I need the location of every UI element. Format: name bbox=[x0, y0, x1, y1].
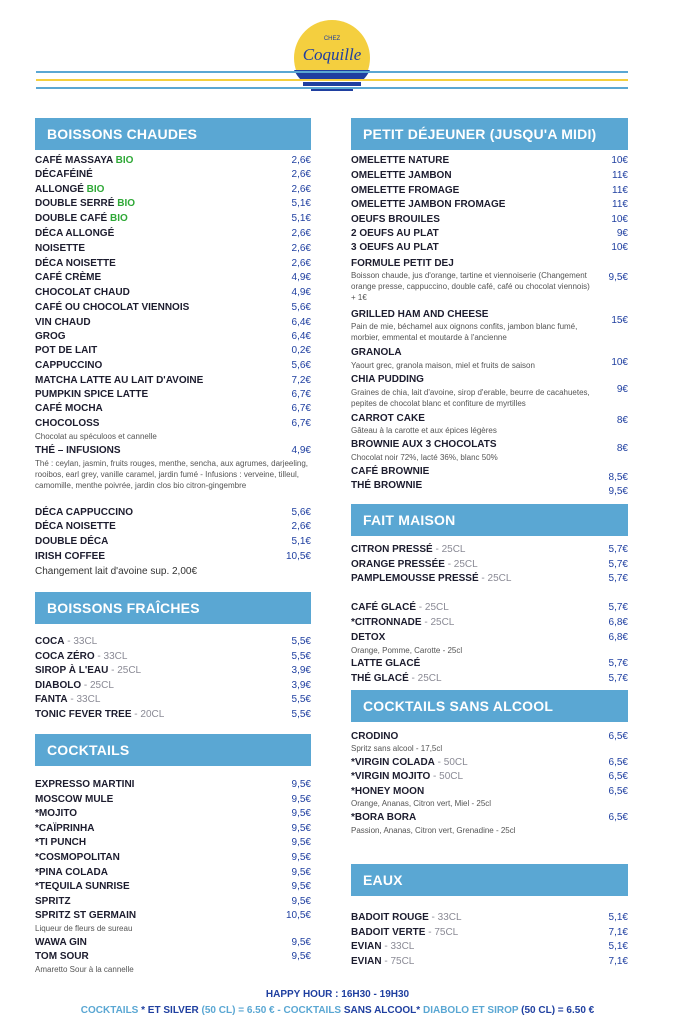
item-name: *TI PUNCH bbox=[35, 837, 87, 848]
item-name: ALLONGÉ bbox=[35, 184, 84, 195]
section-title: COCKTAILS SANS ALCOOL bbox=[351, 690, 628, 722]
item-size: - 25CL bbox=[408, 673, 442, 684]
happy-hour-details: COCKTAILS * ET SILVER (50 CL) = 6.50 € - COCKTAILS SANS ALCOOL* DIABOLO ET SIROP (50 CL) = 6.50 € bbox=[80, 1005, 595, 1016]
item-name: OEUFS BROUILES bbox=[351, 214, 440, 225]
menu-item bbox=[35, 227, 311, 240]
item-name: BADOIT VERTE bbox=[351, 927, 426, 938]
bio-label: BIO bbox=[115, 155, 134, 166]
menu-item bbox=[351, 756, 628, 769]
item-price: 9,5€ bbox=[608, 272, 628, 283]
item-description: Changement lait d'avoine sup. 2,00€ bbox=[35, 566, 198, 577]
item-name: *HONEY MOON bbox=[351, 786, 425, 797]
item-name: *MOJITO bbox=[35, 808, 78, 819]
item-name: COCA ZÉRO bbox=[35, 651, 95, 662]
item-description: Graines de chia, lait d'avoine, sirop d'erable, beurre de cacahuetes, pepites de chocolat blanc et confiture de myrtilles bbox=[351, 388, 590, 408]
item-size: - 25CL bbox=[421, 617, 455, 628]
item-size: - 33CL bbox=[67, 694, 101, 705]
section-title: PETIT DÉJEUNER (JUSQU'A MIDI) bbox=[351, 118, 628, 150]
item-name: LATTE GLACÉ bbox=[351, 658, 421, 669]
item-name: SIROP À L'EAU bbox=[35, 665, 109, 676]
item-name: *CAÏPRINHA bbox=[35, 823, 95, 834]
item-price: 6,5€ bbox=[608, 812, 628, 823]
item-price: 4,9€ bbox=[291, 445, 311, 456]
item-price: 5,7€ bbox=[608, 559, 628, 570]
item-price: 6,8€ bbox=[608, 617, 628, 628]
item-price: 6,7€ bbox=[291, 389, 311, 400]
menu-item bbox=[35, 197, 311, 210]
menu-item bbox=[35, 301, 311, 314]
item-name: *VIRGIN MOJITO bbox=[351, 771, 431, 782]
item-price: 3,9€ bbox=[291, 680, 311, 691]
item-name: SPRITZ bbox=[35, 896, 71, 907]
item-name: OMELETTE FROMAGE bbox=[351, 185, 460, 196]
item-price: 5,5€ bbox=[291, 709, 311, 720]
item-name: THÉ GLACÉ bbox=[351, 673, 409, 684]
item-size: - 33CL bbox=[64, 636, 98, 647]
menu-item bbox=[351, 154, 628, 167]
item-name: SPRITZ ST GERMAIN bbox=[35, 910, 137, 921]
item-description: Chocolat noir 72%, lacté 36%, blanc 50% bbox=[351, 453, 498, 462]
item-name: DÉCAFÉINÉ bbox=[35, 169, 93, 180]
section-title: COCKTAILS bbox=[35, 734, 311, 766]
logo-small-text: CHEZ bbox=[323, 36, 341, 42]
item-price: 2,6€ bbox=[291, 184, 311, 195]
menu-item bbox=[35, 693, 311, 706]
item-name: CAFÉ MASSAYA bbox=[35, 155, 113, 166]
item-name: CAPPUCCINO bbox=[35, 360, 103, 371]
item-name: OMELETTE NATURE bbox=[351, 155, 450, 166]
bio-label: BIO bbox=[86, 184, 105, 195]
item-size: - 33CL bbox=[94, 651, 128, 662]
menu-item bbox=[351, 785, 628, 798]
item-price: 8,5€ bbox=[608, 472, 628, 483]
menu-item bbox=[35, 836, 311, 849]
menu-item bbox=[35, 257, 311, 270]
item-description: Orange, Pomme, Carotte - 25cl bbox=[351, 646, 463, 655]
menu-item bbox=[35, 388, 311, 401]
item-name: *TEQUILA SUNRISE bbox=[35, 881, 130, 892]
item-price: 2,6€ bbox=[291, 155, 311, 166]
menu-item bbox=[35, 359, 311, 372]
menu-item bbox=[35, 344, 311, 357]
item-name: CITRON PRESSÉ bbox=[351, 544, 433, 555]
item-price: 7,1€ bbox=[608, 956, 628, 967]
menu-item bbox=[351, 657, 628, 670]
item-name: CAFÉ MOCHA bbox=[35, 403, 103, 414]
item-price: 2,6€ bbox=[291, 521, 311, 532]
item-price: 9,5€ bbox=[291, 867, 311, 878]
menu-item bbox=[35, 550, 311, 563]
item-name: NOISETTE bbox=[35, 243, 86, 254]
menu-item bbox=[35, 909, 311, 922]
item-name: CARROT CAKE bbox=[351, 413, 425, 424]
menu-item bbox=[35, 895, 311, 908]
item-name: TOM SOUR bbox=[35, 951, 89, 962]
menu-item bbox=[351, 730, 628, 743]
menu-item bbox=[35, 242, 311, 255]
menu-item bbox=[351, 911, 628, 924]
menu-item bbox=[35, 271, 311, 284]
item-name: CHOCOLAT CHAUD bbox=[35, 287, 130, 298]
item-price: 10€ bbox=[611, 214, 628, 225]
item-size: - 25CL bbox=[444, 559, 478, 570]
item-price: 9€ bbox=[616, 384, 628, 395]
item-size: - 25CL bbox=[432, 544, 466, 555]
item-size: - 75CL bbox=[425, 927, 459, 938]
item-size: - 33CL bbox=[428, 912, 462, 923]
item-name: FANTA bbox=[35, 694, 68, 705]
item-name: TONIC FEVER TREE bbox=[35, 709, 132, 720]
item-price: 9€ bbox=[616, 228, 628, 239]
item-size: - 25CL bbox=[108, 665, 142, 676]
item-name: *BORA BORA bbox=[351, 812, 417, 823]
item-name: COCA bbox=[35, 636, 65, 647]
item-price: 2,6€ bbox=[291, 228, 311, 239]
menu-item bbox=[351, 926, 628, 939]
item-price: 9,5€ bbox=[291, 837, 311, 848]
menu-item bbox=[351, 198, 628, 211]
item-price: 5,7€ bbox=[608, 673, 628, 684]
item-size: - 25CL bbox=[416, 602, 449, 613]
item-name: 2 OEUFS AU PLAT bbox=[351, 228, 439, 239]
section-title: BOISSONS FRAÎCHES bbox=[35, 592, 311, 624]
item-price: 8€ bbox=[616, 443, 628, 454]
menu-item bbox=[351, 479, 628, 498]
item-price: 9,5€ bbox=[291, 852, 311, 863]
item-price: 9,5€ bbox=[608, 486, 628, 497]
item-price: 4,9€ bbox=[291, 287, 311, 298]
item-description: Yaourt grec, granola maison, miel et fruits de saison bbox=[351, 361, 535, 370]
item-price: 6,5€ bbox=[608, 786, 628, 797]
item-price: 4,9€ bbox=[291, 272, 311, 283]
item-name: CHIA PUDDING bbox=[351, 374, 424, 385]
item-price: 5,5€ bbox=[291, 694, 311, 705]
item-price: 5,7€ bbox=[608, 573, 628, 584]
item-name: DIABOLO bbox=[35, 680, 82, 691]
item-price: 9,5€ bbox=[291, 881, 311, 892]
menu-item bbox=[35, 866, 311, 879]
happy-hour: HAPPY HOUR : 16H30 - 19H30 bbox=[265, 989, 410, 1000]
menu-item bbox=[35, 778, 311, 791]
item-price: 8€ bbox=[616, 415, 628, 426]
menu-item bbox=[35, 330, 311, 343]
header-line bbox=[36, 79, 628, 81]
item-price: 10€ bbox=[611, 357, 628, 368]
menu-item bbox=[351, 169, 628, 182]
item-size: - 75CL bbox=[381, 956, 415, 967]
item-price: 2,6€ bbox=[291, 169, 311, 180]
section-title: EAUX bbox=[351, 864, 628, 896]
item-name: THÉ BROWNIE bbox=[351, 480, 423, 491]
menu-item bbox=[351, 601, 628, 614]
item-name: PUMPKIN SPICE LATTE bbox=[35, 389, 149, 400]
menu-item bbox=[351, 616, 628, 629]
item-price: 2,6€ bbox=[291, 258, 311, 269]
menu-item bbox=[351, 184, 628, 197]
menu-item bbox=[351, 241, 628, 254]
item-price: 9,5€ bbox=[291, 896, 311, 907]
item-price: 11€ bbox=[612, 170, 628, 181]
item-price: 9,5€ bbox=[291, 779, 311, 790]
item-name: *COSMOPOLITAN bbox=[35, 852, 120, 863]
menu-item bbox=[351, 770, 628, 783]
menu-item bbox=[35, 708, 311, 721]
bio-label: BIO bbox=[110, 213, 128, 224]
menu-item bbox=[35, 168, 311, 181]
menu-item bbox=[35, 880, 311, 893]
item-name: ORANGE PRESSÉE bbox=[351, 559, 445, 570]
item-name: EVIAN bbox=[351, 941, 382, 952]
item-name: VIN CHAUD bbox=[35, 317, 91, 328]
item-name: 3 OEUFS AU PLAT bbox=[351, 242, 439, 253]
item-price: 11€ bbox=[612, 199, 628, 210]
item-name: *PINA COLADA bbox=[35, 867, 108, 878]
menu-item bbox=[351, 543, 628, 556]
item-name: MATCHA LATTE AU LAIT D'AVOINE bbox=[35, 375, 204, 386]
menu-item bbox=[35, 286, 311, 299]
item-name: BADOIT ROUGE bbox=[351, 912, 429, 923]
item-size: - 25CL bbox=[81, 680, 114, 691]
item-description: Boisson chaude, jus d'orange, tartine et viennoiserie (Changement orange presse, cappuccino, double café, café ou chocolat viennois) + 1€ bbox=[351, 271, 590, 302]
item-name: EVIAN bbox=[351, 956, 382, 967]
item-name: CRODINO bbox=[351, 731, 399, 742]
menu-item bbox=[35, 793, 311, 806]
header-line bbox=[36, 71, 628, 73]
menu-item bbox=[351, 572, 628, 585]
item-size: - 50CL bbox=[430, 771, 464, 782]
item-price: 9,5€ bbox=[291, 937, 311, 948]
menu-item bbox=[35, 506, 311, 519]
item-description: Liqueur de fleurs de sureau bbox=[35, 924, 133, 933]
item-price: 2,6€ bbox=[291, 243, 311, 254]
item-price: 5,6€ bbox=[291, 507, 311, 518]
item-price: 0,2€ bbox=[291, 345, 311, 356]
menu-item bbox=[35, 520, 311, 533]
item-description: Chocolat au spéculoos et cannelle bbox=[35, 432, 157, 441]
menu-item bbox=[35, 417, 311, 430]
item-name: *VIRGIN COLADA bbox=[351, 757, 435, 768]
item-name: DÉCA CAPPUCCINO bbox=[35, 507, 133, 518]
item-description: Pain de mie, béchamel aux oignons confits, jambon blanc fumé, morbier, emmental et moutarde à l'ancienne bbox=[351, 322, 578, 342]
item-name: MOSCOW MULE bbox=[35, 794, 114, 805]
item-price: 5,7€ bbox=[608, 544, 628, 555]
item-size: - 33CL bbox=[381, 941, 415, 952]
item-name: GRILLED HAM AND CHEESE bbox=[351, 309, 489, 320]
item-name: PAMPLEMOUSSE PRESSÉ bbox=[351, 573, 479, 584]
item-size: - 20CL bbox=[131, 709, 165, 720]
menu-item bbox=[35, 374, 311, 387]
item-price: 5,7€ bbox=[608, 602, 628, 613]
menu-item bbox=[35, 212, 311, 225]
item-name: *CITRONNADE bbox=[351, 617, 422, 628]
item-price: 5,5€ bbox=[291, 636, 311, 647]
item-name: DOUBLE DÉCA bbox=[35, 536, 109, 547]
item-price: 9,5€ bbox=[291, 808, 311, 819]
menu-item bbox=[351, 213, 628, 226]
item-name: CAFÉ BROWNIE bbox=[351, 466, 430, 477]
item-price: 10€ bbox=[611, 242, 628, 253]
item-price: 10,5€ bbox=[285, 551, 311, 562]
item-price: 9,5€ bbox=[291, 951, 311, 962]
item-name: IRISH COFFEE bbox=[35, 551, 106, 562]
item-name: DETOX bbox=[351, 632, 386, 643]
menu-item bbox=[35, 807, 311, 820]
item-description: Amaretto Sour à la cannelle bbox=[35, 965, 134, 974]
item-price: 5,1€ bbox=[291, 213, 311, 224]
item-name: CAFÉ OU CHOCOLAT VIENNOIS bbox=[35, 302, 190, 313]
menu-item bbox=[35, 316, 311, 329]
menu-item bbox=[35, 679, 311, 692]
item-price: 6,5€ bbox=[608, 771, 628, 782]
menu-item bbox=[35, 650, 311, 663]
item-price: 10,5€ bbox=[285, 910, 311, 921]
item-name: BROWNIE AUX 3 CHOCOLATS bbox=[351, 439, 497, 450]
item-price: 9,5€ bbox=[291, 823, 311, 834]
section-title: BOISSONS CHAUDES bbox=[35, 118, 311, 150]
item-price: 6,5€ bbox=[608, 731, 628, 742]
item-size: - 50CL bbox=[434, 757, 468, 768]
menu-item bbox=[35, 635, 311, 648]
item-price: 3,9€ bbox=[291, 665, 311, 676]
item-name: POT DE LAIT bbox=[35, 345, 98, 356]
bio-label: BIO bbox=[117, 198, 136, 209]
menu-item bbox=[35, 535, 311, 548]
menu-item bbox=[35, 183, 311, 196]
item-name: GROG bbox=[35, 331, 66, 342]
menu-item bbox=[351, 940, 628, 953]
header-line bbox=[36, 87, 628, 89]
coquille-logo bbox=[279, 18, 385, 96]
item-description: Spritz sans alcool - 17,5cl bbox=[351, 744, 443, 753]
item-price: 15€ bbox=[611, 315, 628, 326]
item-name: DÉCA ALLONGÉ bbox=[35, 228, 115, 239]
item-price: 5,1€ bbox=[608, 912, 628, 923]
item-price: 6,7€ bbox=[291, 403, 311, 414]
item-price: 10€ bbox=[611, 155, 628, 166]
item-description: Passion, Ananas, Citron vert, Grenadine - 25cl bbox=[351, 826, 516, 835]
item-price: 5,7€ bbox=[608, 658, 628, 669]
menu-item bbox=[35, 950, 311, 963]
item-name: OMELETTE JAMBON bbox=[351, 170, 452, 181]
menu-item bbox=[351, 672, 628, 685]
item-description: Thé : ceylan, jasmin, fruits rouges, menthe, sencha, aux agrumes, darjeeling, rooibos, earl grey, vanille caramel, jardin fumé - Infusions : verveine, tilleul, camomille, menthe poivrée, jardin clos bio citron-gingembre bbox=[35, 459, 309, 490]
item-name: CAFÉ CRÈME bbox=[35, 272, 102, 283]
item-price: 11€ bbox=[612, 185, 628, 196]
menu-item bbox=[35, 664, 311, 677]
item-name: GRANOLA bbox=[351, 347, 402, 358]
item-price: 5,1€ bbox=[291, 536, 311, 547]
logo-name-text: Coquille bbox=[302, 45, 362, 64]
item-price: 5,1€ bbox=[291, 198, 311, 209]
menu-item bbox=[35, 851, 311, 864]
menu-item bbox=[35, 822, 311, 835]
item-size: - 25CL bbox=[478, 573, 512, 584]
item-description: Orange, Ananas, Citron vert, Miel - 25cl bbox=[351, 799, 492, 808]
item-price: 9,5€ bbox=[291, 794, 311, 805]
item-price: 5,1€ bbox=[608, 941, 628, 952]
item-name: CHOCOLOSS bbox=[35, 418, 100, 429]
item-price: 6,7€ bbox=[291, 418, 311, 429]
menu-item bbox=[35, 154, 311, 167]
menu-item bbox=[351, 227, 628, 240]
item-price: 6,4€ bbox=[291, 317, 311, 328]
menu-item bbox=[351, 631, 628, 644]
item-name: WAWA GIN bbox=[35, 937, 87, 948]
item-name: DOUBLE CAFÉ bbox=[35, 213, 108, 224]
menu-item bbox=[351, 558, 628, 571]
item-price: 5,6€ bbox=[291, 360, 311, 371]
item-name: EXPRESSO MARTINI bbox=[35, 779, 135, 790]
item-price: 7,1€ bbox=[608, 927, 628, 938]
item-name: THÉ – INFUSIONS bbox=[35, 445, 121, 456]
item-description: Gâteau à la carotte et aux épices légères bbox=[351, 426, 497, 435]
item-price: 5,5€ bbox=[291, 651, 311, 662]
item-name: CAFÉ GLACÉ bbox=[351, 602, 416, 613]
menu-item bbox=[35, 936, 311, 949]
menu-item bbox=[351, 811, 628, 824]
item-name: OMELETTE JAMBON FROMAGE bbox=[351, 199, 506, 210]
item-name: DÉCA NOISETTE bbox=[35, 521, 116, 532]
item-price: 6,4€ bbox=[291, 331, 311, 342]
item-price: 7,2€ bbox=[291, 375, 311, 386]
menu-item bbox=[351, 955, 628, 968]
menu-item bbox=[35, 444, 311, 457]
menu-item bbox=[35, 402, 311, 415]
item-name: FORMULE PETIT DEJ bbox=[351, 258, 454, 269]
item-price: 6,8€ bbox=[608, 632, 628, 643]
item-name: DÉCA NOISETTE bbox=[35, 258, 116, 269]
section-title: FAIT MAISON bbox=[351, 504, 628, 536]
item-price: 6,5€ bbox=[608, 757, 628, 768]
item-price: 5,6€ bbox=[291, 302, 311, 313]
item-name: DOUBLE SERRÉ bbox=[35, 198, 115, 209]
